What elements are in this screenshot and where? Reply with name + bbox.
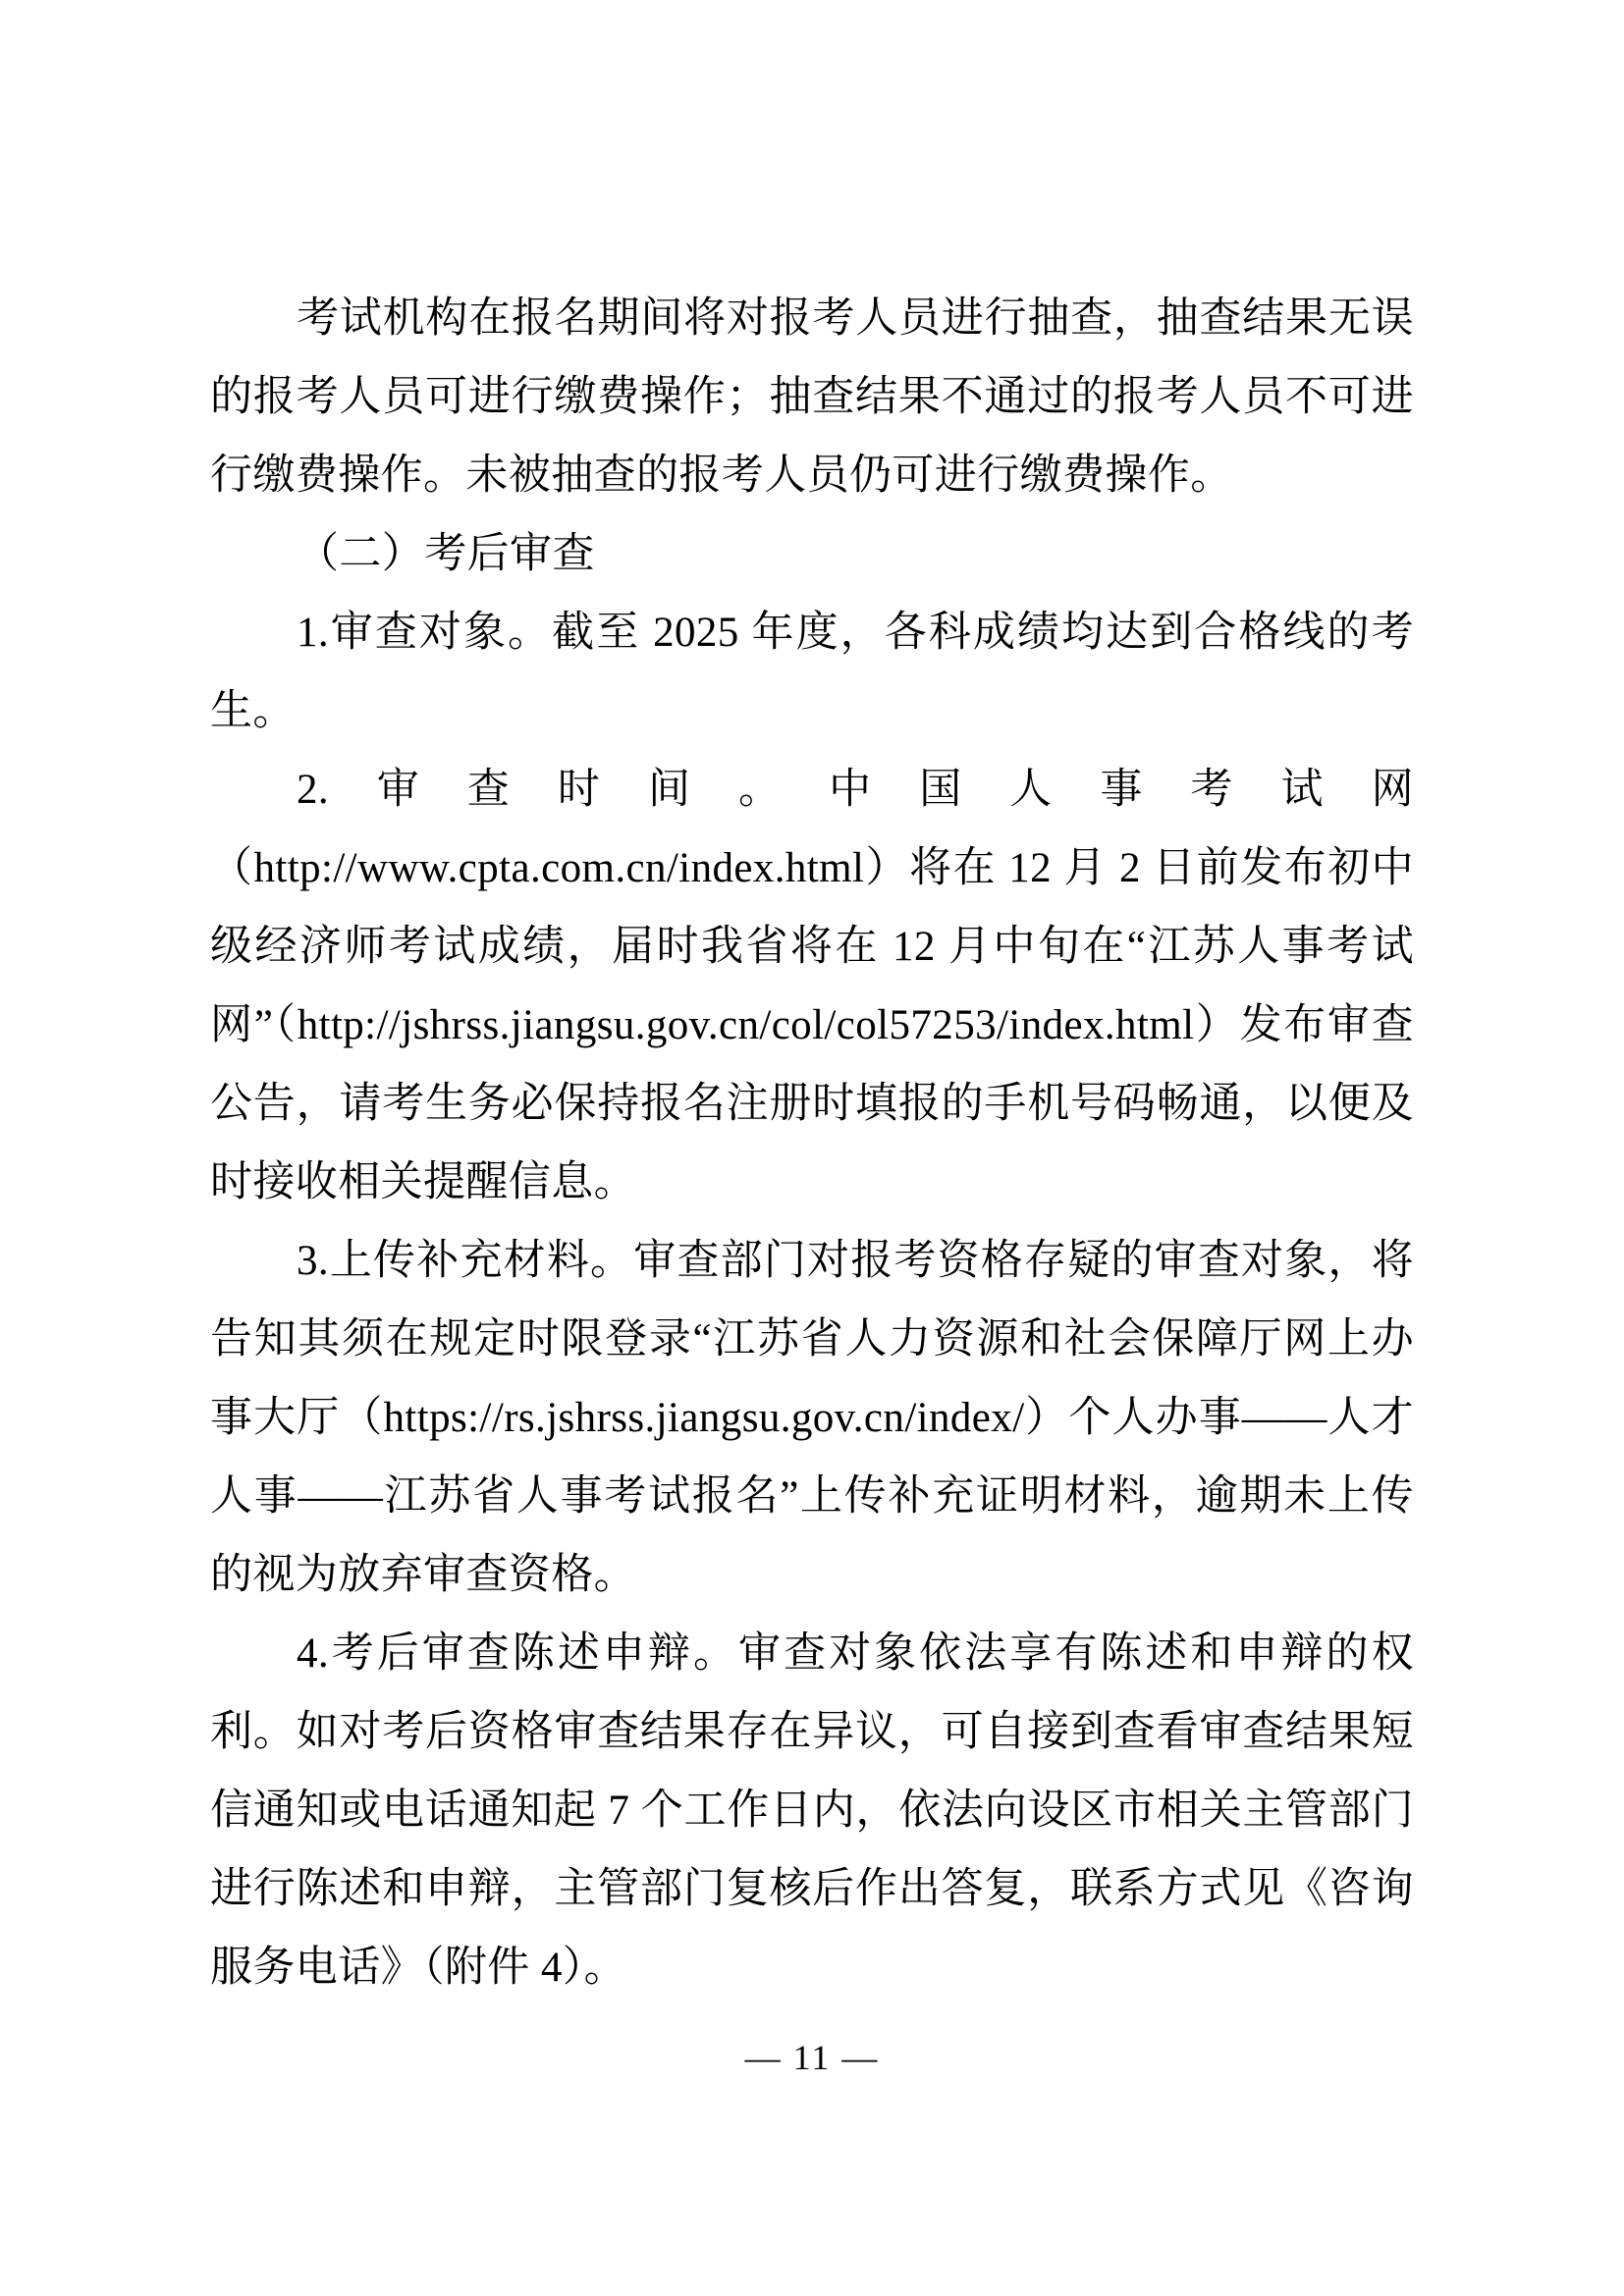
paragraph-review-subjects: 1.审查对象。截至 2025 年度，各科成绩均达到合格线的考生。: [210, 610, 1414, 734]
document-body: [210, 280, 1414, 2007]
paragraph-review-time: 2.审查时间。中国人事考试网（http://www.cpta.com.cn/index.html）将在 12 月 2 日前发布初中级经济师考试成绩，届时我省将在 12 月中旬在“江苏人事考试网”（http://jshrss.jiangsu.gov.cn/col/col57253/index.html）发布审查公告，请考生务必保持报名注册时填报的手机号码畅通，以便及时接收相关提醒信息。: [210, 767, 1414, 1205]
page-number: — 11 —: [744, 2038, 880, 2077]
heading-post-exam-review: （二）考后审查: [297, 531, 595, 577]
paragraph-statement-defense: 4.考后审查陈述申辩。审查对象依法享有陈述和申辩的权利。如对考后资格审查结果存在异议，可自接到查看审查结果短信通知或电话通知起 7 个工作日内，依法向设区市相关主管部门进行陈述和申辩，主管部门复核后作出答复，联系方式见《咨询服务电话》（附件 4）。: [210, 1630, 1414, 1991]
paragraph-random-check: 考试机构在报名期间将对报考人员进行抽查，抽查结果无误的报考人员可进行缴费操作；抽查结果不通过的报考人员不可进行缴费操作。未被抽查的报考人员仍可进行缴费操作。: [210, 295, 1414, 499]
paragraph-upload-materials: 3.上传补充材料。审查部门对报考资格存疑的审查对象，将告知其须在规定时限登录“江苏省人力资源和社会保障厅网上办事大厅（https://rs.jshrss.jiangsu.gov.cn/index/）个人办事——人才人事——江苏省人事考试报名”上传补充证明材料，逾期未上传的视为放弃审查资格。: [210, 1238, 1414, 1598]
